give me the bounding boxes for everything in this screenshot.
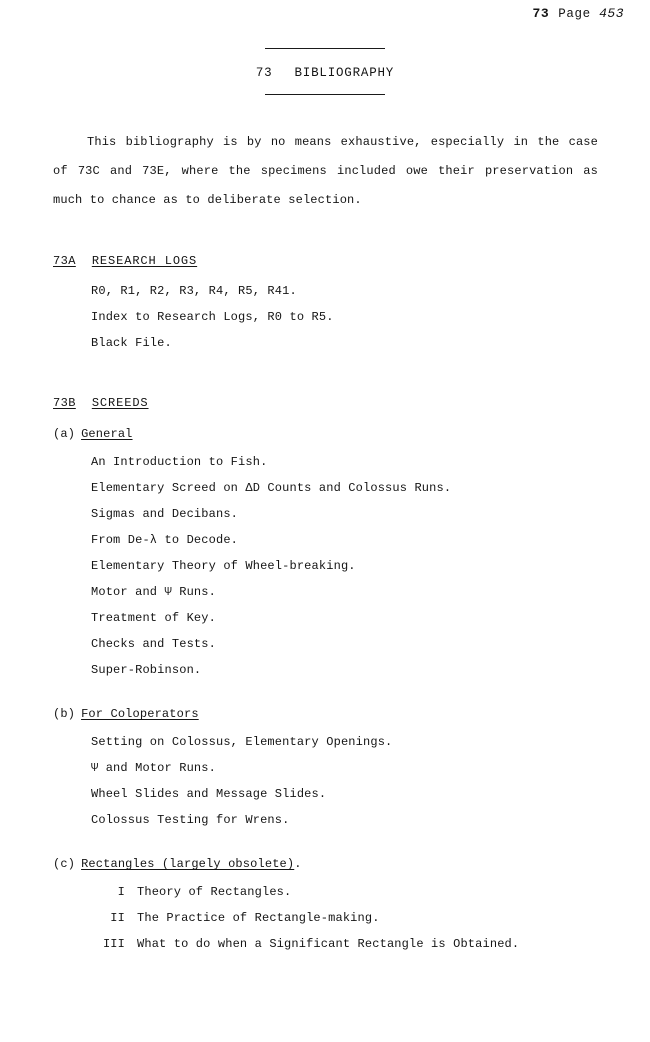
subsection-c-label-suffix: . [294, 857, 302, 871]
list-item: R0, R1, R2, R3, R4, R5, R41. [91, 284, 297, 298]
title-text: BIBLIOGRAPHY [294, 66, 395, 80]
subsection-c-heading [53, 850, 598, 879]
list-item: Wheel Slides and Message Slides. [91, 787, 327, 801]
subsection-b-label: For Coloperators [81, 707, 199, 721]
section-73a-items [53, 278, 598, 356]
section-73b-name: SCREEDS [91, 396, 149, 410]
header-page-word: Page [558, 7, 591, 21]
roman-numeral: I [117, 885, 125, 899]
list-item: Setting on Colossus, Elementary Openings. [91, 735, 393, 749]
subsection-c-items [53, 879, 598, 957]
title-block [0, 48, 650, 95]
section-73b-heading [53, 389, 598, 418]
section-73a-name: RESEARCH LOGS [91, 254, 198, 268]
intro-paragraph-text: This bibliography is by no means exhaustive, especially in the case of 73C and 73E, where the specimens included owe their preservation as much to chance as to deliberate selection. [53, 135, 598, 207]
subsection-b-items [53, 729, 598, 833]
list-item: Colossus Testing for Wrens. [91, 813, 290, 827]
list-item: Sigmas and Decibans. [91, 507, 239, 521]
section-73b [53, 389, 598, 957]
intro-paragraph [53, 128, 598, 215]
list-item: Index to Research Logs, R0 to R5. [91, 310, 334, 324]
list-item: Ψ and Motor Runs. [91, 761, 216, 775]
page-header [532, 6, 624, 21]
list-item [91, 905, 598, 931]
list-item: An Introduction to Fish. [91, 455, 268, 469]
page-title [0, 66, 650, 80]
list-item-text: Theory of Rectangles. [137, 885, 292, 899]
roman-numeral: II [110, 911, 125, 925]
list-item: From De-λ to Decode. [91, 533, 239, 547]
section-73a [53, 247, 598, 356]
list-item-text: What to do when a Significant Rectangle is Obtained. [137, 937, 520, 951]
list-item: Motor and Ψ Runs. [91, 585, 216, 599]
list-item [91, 931, 598, 957]
section-73a-heading [53, 247, 598, 276]
subsection-b-heading [53, 700, 598, 729]
subsection-a-marker: (a) [53, 427, 76, 441]
list-item: Elementary Theory of Wheel-breaking. [91, 559, 356, 573]
section-73b-code: 73B [53, 396, 76, 410]
list-item-text: The Practice of Rectangle-making. [137, 911, 380, 925]
document-body [53, 128, 598, 957]
roman-numeral: III [102, 937, 125, 951]
subsection-c-label: Rectangles (largely obsolete) [81, 857, 295, 871]
subsection-a-heading [53, 420, 598, 449]
list-item [91, 879, 598, 905]
list-item: Elementary Screed on ΔD Counts and Colossus Runs. [91, 481, 452, 495]
section-73a-code: 73A [53, 254, 76, 268]
header-page-number: 453 [599, 6, 624, 21]
subsection-c-marker: (c) [53, 857, 76, 871]
title-number: 73 [255, 66, 273, 80]
list-item: Checks and Tests. [91, 637, 216, 651]
rule-below-title [265, 94, 385, 95]
list-item: Super-Robinson. [91, 663, 202, 677]
subsection-a-items [53, 449, 598, 683]
rule-above-title [265, 48, 385, 49]
list-item: Black File. [91, 336, 172, 350]
list-item: Treatment of Key. [91, 611, 216, 625]
subsection-b-marker: (b) [53, 707, 76, 721]
subsection-a-label: General [81, 427, 133, 441]
header-section-number: 73 [532, 6, 550, 21]
